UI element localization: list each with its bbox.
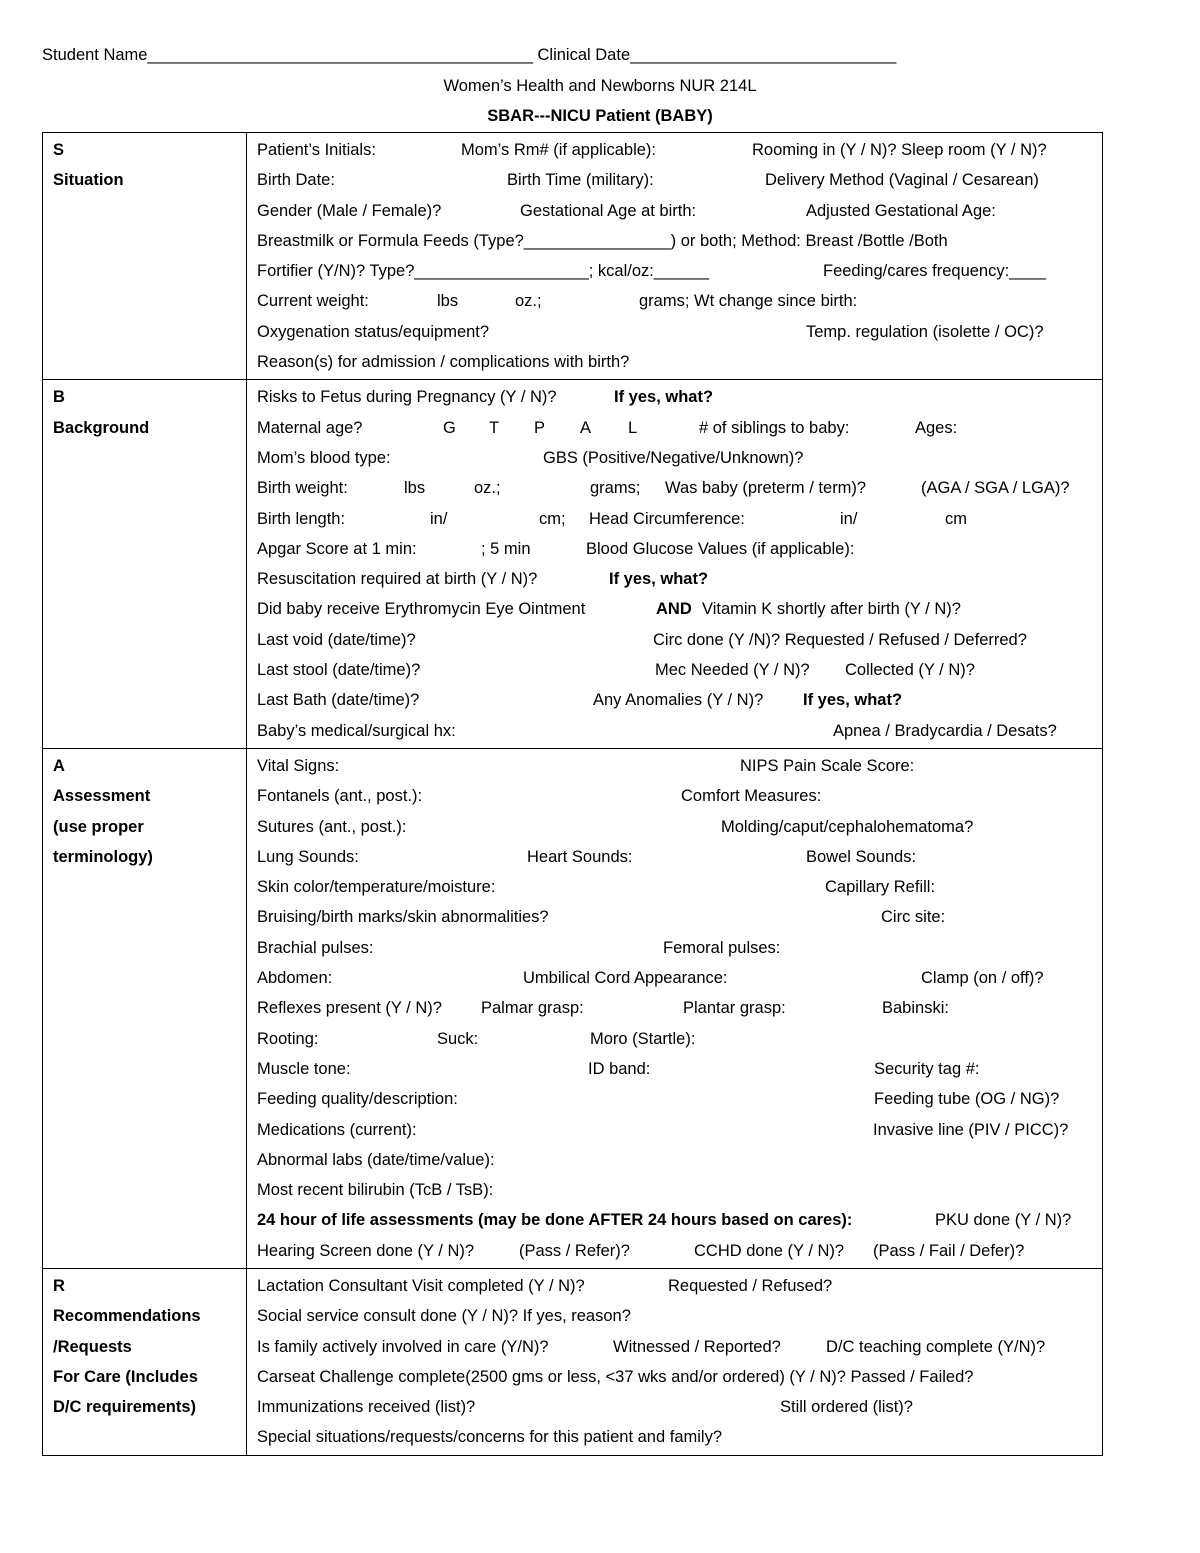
form-field[interactable]: Sutures (ant., post.): [257,817,407,836]
form-field[interactable]: Hearing Screen done (Y / N)? [257,1241,475,1260]
section-name: For Care (Includes [53,1367,198,1386]
form-row [247,382,1102,412]
form-row [247,564,1102,594]
form-field: 24 hour of life assessments (may be done AFTER 24 hours based on cares): [257,1211,853,1230]
form-field[interactable]: Capillary Refill: [825,878,936,897]
form-field[interactable]: Current weight: [257,292,369,311]
form-row [247,196,1102,226]
form-field[interactable]: Palmar grasp: [481,999,584,1018]
form-field[interactable]: Abdomen: [257,969,333,988]
form-field[interactable]: Last void (date/time)? [257,630,416,649]
form-field[interactable]: Risks to Fetus during Pregnancy (Y / N)? [257,388,557,407]
form-field[interactable]: Reason(s) for admission / complications with birth? [257,353,630,372]
form-row [247,534,1102,564]
form-field[interactable]: PKU done (Y / N)? [935,1211,1072,1230]
form-field[interactable]: Moro (Startle): [590,1029,696,1048]
form-row [247,872,1102,902]
student-name-label: Student Name [42,46,148,64]
section-name: (use proper [53,817,144,836]
form-field[interactable]: Oxygenation status/equipment? [257,322,490,341]
assessment-content-cell [247,748,1103,1268]
form-field[interactable]: Molding/caput/cephalohematoma? [721,817,974,836]
form-row [247,1332,1102,1362]
form-field[interactable]: G [443,418,456,437]
form-field[interactable]: Is family actively involved in care (Y/N)? [257,1337,549,1356]
section-background [43,380,1103,749]
form-field[interactable]: Suck: [437,1029,479,1048]
recommendations-label-cell [43,1268,247,1455]
form-field[interactable]: Gender (Male / Female)? [257,201,442,220]
section-name: Situation [53,171,124,190]
form-field[interactable]: Babinski: [882,999,949,1018]
form-field[interactable]: Mom’s Rm# (if applicable): [461,141,657,159]
form-field[interactable]: T [489,418,500,437]
form-row [247,1392,1102,1422]
form-field[interactable]: lbs [404,479,426,498]
form-row [247,625,1102,655]
form-row [247,594,1102,624]
form-field[interactable]: Rooming in (Y / N)? Sleep room (Y / N)? [752,141,1047,159]
form-row [247,655,1102,685]
form-field[interactable]: cm; [539,509,566,528]
form-row [247,226,1102,256]
form-field[interactable]: Fontanels (ant., post.): [257,787,423,806]
form-row [247,1024,1102,1054]
form-field[interactable]: P [534,418,546,437]
form-field[interactable]: Circ site: [881,908,946,927]
form-field[interactable]: Birth weight: [257,479,348,498]
form-field[interactable]: Carseat Challenge complete(2500 gms or less, <37 wks and/or ordered) (Y / N)? Passed / Failed? [257,1367,974,1386]
form-field[interactable]: grams; Wt change since birth: [639,292,858,311]
form-row [247,902,1102,932]
form-field[interactable]: Bowel Sounds: [806,847,917,866]
form-field[interactable]: Delivery Method (Vaginal / Cesarean) [765,171,1039,190]
form-field[interactable]: Ages: [915,418,958,437]
course-title: Women’s Health and Newborns NUR 214L [443,77,757,95]
form-field[interactable]: oz.; [474,479,501,498]
form-field[interactable]: Last stool (date/time)? [257,661,421,680]
form-row [247,1054,1102,1084]
form-field[interactable]: Birth Date: [257,171,335,190]
form-field[interactable]: oz.; [515,292,542,311]
form-field[interactable]: Immunizations received (list)? [257,1398,476,1417]
form-field[interactable]: Medications (current): [257,1120,417,1139]
form-title: SBAR---NICU Patient (BABY) [487,107,713,125]
form-field[interactable]: Temp. regulation (isolette / OC)? [806,322,1044,341]
form-field[interactable]: Patient’s Initials: [257,141,376,159]
form-field[interactable]: Witnessed / Reported? [613,1337,781,1356]
form-field[interactable]: Adjusted Gestational Age: [806,201,996,220]
student-header [42,46,1112,65]
section-letter: B [53,388,65,407]
form-field[interactable]: D/C teaching complete (Y/N)? [826,1337,1046,1356]
form-field[interactable]: Vital Signs: [257,756,340,775]
form-row [247,751,1102,781]
form-field[interactable]: Abnormal labs (date/time/value): [257,1150,495,1169]
form-field[interactable]: Any Anomalies (Y / N)? [593,691,764,710]
background-label-cell [43,380,247,749]
form-field[interactable]: Requested / Refused? [668,1276,833,1295]
form-field[interactable]: (AGA / SGA / LGA)? [921,479,1070,498]
section-name: terminology) [53,847,153,866]
form-field[interactable]: NIPS Pain Scale Score: [740,756,915,775]
form-field[interactable]: CCHD done (Y / N)? [694,1241,845,1260]
form-field[interactable]: Apgar Score at 1 min: [257,539,417,558]
section-letter: S [53,141,65,159]
form-field[interactable]: Plantar grasp: [683,999,786,1018]
section-name: D/C requirements) [53,1398,197,1417]
form-row [247,1145,1102,1175]
situation-content-cell [247,133,1103,380]
form-field[interactable]: If yes, what? [609,570,709,589]
form-row [247,685,1102,715]
form-field[interactable]: Apnea / Bradycardia / Desats? [833,721,1057,740]
section-name: Background [53,418,150,437]
form-row [247,1175,1102,1205]
form-field[interactable]: A [580,418,592,437]
form-field[interactable]: Baby’s medical/surgical hx: [257,721,456,740]
form-field[interactable]: # of siblings to baby: [699,418,850,437]
section-letter: R [53,1276,65,1295]
form-field[interactable]: Femoral pulses: [663,938,781,957]
form-row [247,256,1102,286]
form-field[interactable]: Birth length: [257,509,346,528]
form-field[interactable]: Umbilical Cord Appearance: [523,969,728,988]
form-field[interactable]: Mec Needed (Y / N)? [655,661,810,680]
form-row [247,842,1102,872]
form-row [247,135,1102,165]
form-row [247,443,1102,473]
form-row [247,473,1102,503]
form-field[interactable]: (Pass / Refer)? [519,1241,630,1260]
form-field[interactable]: Feeding/cares frequency:____ [823,262,1046,281]
form-row [247,347,1102,377]
section-name: Recommendations [53,1307,201,1326]
form-row [247,933,1102,963]
form-field[interactable]: L [628,418,638,437]
form-field[interactable]: Feeding quality/description: [257,1090,458,1109]
form-field[interactable]: Social service consult done (Y / N)? If yes, reason? [257,1307,631,1326]
form-field[interactable]: Clamp (on / off)? [921,969,1044,988]
form-field[interactable]: AND [656,600,692,619]
form-field[interactable]: Blood Glucose Values (if applicable): [586,539,855,558]
form-row [247,1301,1102,1331]
form-field[interactable]: ; 5 min [481,539,531,558]
form-field[interactable]: Muscle tone: [257,1059,351,1078]
recommendations-content-cell [247,1268,1103,1455]
form-field[interactable]: Rooting: [257,1029,319,1048]
clinical-date-label: Clinical Date [537,46,631,64]
form-field[interactable]: Last Bath (date/time)? [257,691,420,710]
form-field[interactable]: GBS (Positive/Negative/Unknown)? [543,448,804,467]
form-row [247,1084,1102,1114]
section-name: Assessment [53,787,151,806]
form-field[interactable]: Birth Time (military): [507,171,654,190]
form-field[interactable]: Was baby (preterm / term)? [665,479,867,498]
form-field[interactable]: (Pass / Fail / Defer)? [873,1241,1025,1260]
situation-label-cell [43,133,247,380]
form-field[interactable]: Security tag #: [874,1059,980,1078]
form-field[interactable]: in/ [840,509,858,528]
sbar-table [42,132,1103,1456]
form-row [247,165,1102,195]
form-row [247,413,1102,443]
form-field[interactable]: in/ [430,509,448,528]
form-field[interactable]: Breastmilk or Formula Feeds (Type?________________) or both; Method: Breast /Bottle /Both [257,231,948,250]
form-field[interactable]: Lactation Consultant Visit completed (Y / N)? [257,1276,585,1295]
form-field[interactable]: Lung Sounds: [257,847,359,866]
form-field[interactable]: Still ordered (list)? [780,1398,913,1417]
form-field[interactable]: Heart Sounds: [527,847,633,866]
form-field[interactable]: Feeding tube (OG / NG)? [874,1090,1060,1109]
form-row [247,1205,1102,1235]
form-row [247,286,1102,316]
form-field[interactable]: ID band: [588,1059,651,1078]
form-field[interactable]: If yes, what? [803,691,903,710]
student-name-field[interactable]: __________________________________________ [147,46,533,64]
assessment-label-cell [43,748,247,1268]
form-field[interactable]: Mom’s blood type: [257,448,391,467]
form-row [247,504,1102,534]
form-row [247,1236,1102,1266]
form-field[interactable]: grams; [590,479,641,498]
section-name: /Requests [53,1337,132,1356]
form-row [247,812,1102,842]
form-row [247,1271,1102,1301]
form-field[interactable]: Bruising/birth marks/skin abnormalities? [257,908,549,927]
section-letter: A [53,756,65,775]
form-field[interactable]: Reflexes present (Y / N)? [257,999,442,1018]
form-field[interactable]: Collected (Y / N)? [845,661,975,680]
form-field[interactable]: Fortifier (Y/N)? Type?___________________; kcal/oz:______ [257,262,709,281]
form-field[interactable]: If yes, what? [614,388,714,407]
clinical-date-field[interactable]: _____________________________ [630,46,897,64]
form-field[interactable]: Maternal age? [257,418,363,437]
form-field[interactable]: Brachial pulses: [257,938,374,957]
form-field[interactable]: Resuscitation required at birth (Y / N)? [257,570,538,589]
form-field[interactable]: lbs [437,292,459,311]
section-recommendations [43,1268,1103,1455]
form-field[interactable]: Most recent bilirubin (TcB / TsB): [257,1181,494,1200]
form-field[interactable]: Vitamin K shortly after birth (Y / N)? [702,600,961,619]
form-row [247,1422,1102,1452]
form-row [247,716,1102,746]
form-row [247,963,1102,993]
form-field[interactable]: Special situations/requests/concerns for this patient and family? [257,1428,722,1447]
form-field[interactable]: Head Circumference: [589,509,745,528]
form-row [247,1115,1102,1145]
form-row [247,993,1102,1023]
section-assessment [43,748,1103,1268]
form-field[interactable]: Did baby receive Erythromycin Eye Ointment [257,600,586,619]
form-field[interactable]: Invasive line (PIV / PICC)? [873,1120,1069,1139]
form-field[interactable]: Skin color/temperature/moisture: [257,878,496,897]
form-field[interactable]: cm [945,509,967,528]
form-field[interactable]: Circ done (Y /N)? Requested / Refused / Deferred? [653,630,1027,649]
form-row [247,317,1102,347]
background-content-cell [247,380,1103,749]
section-situation [43,133,1103,380]
form-field[interactable]: Comfort Measures: [681,787,822,806]
form-row [247,1362,1102,1392]
form-field[interactable]: Gestational Age at birth: [520,201,697,220]
form-row [247,781,1102,811]
